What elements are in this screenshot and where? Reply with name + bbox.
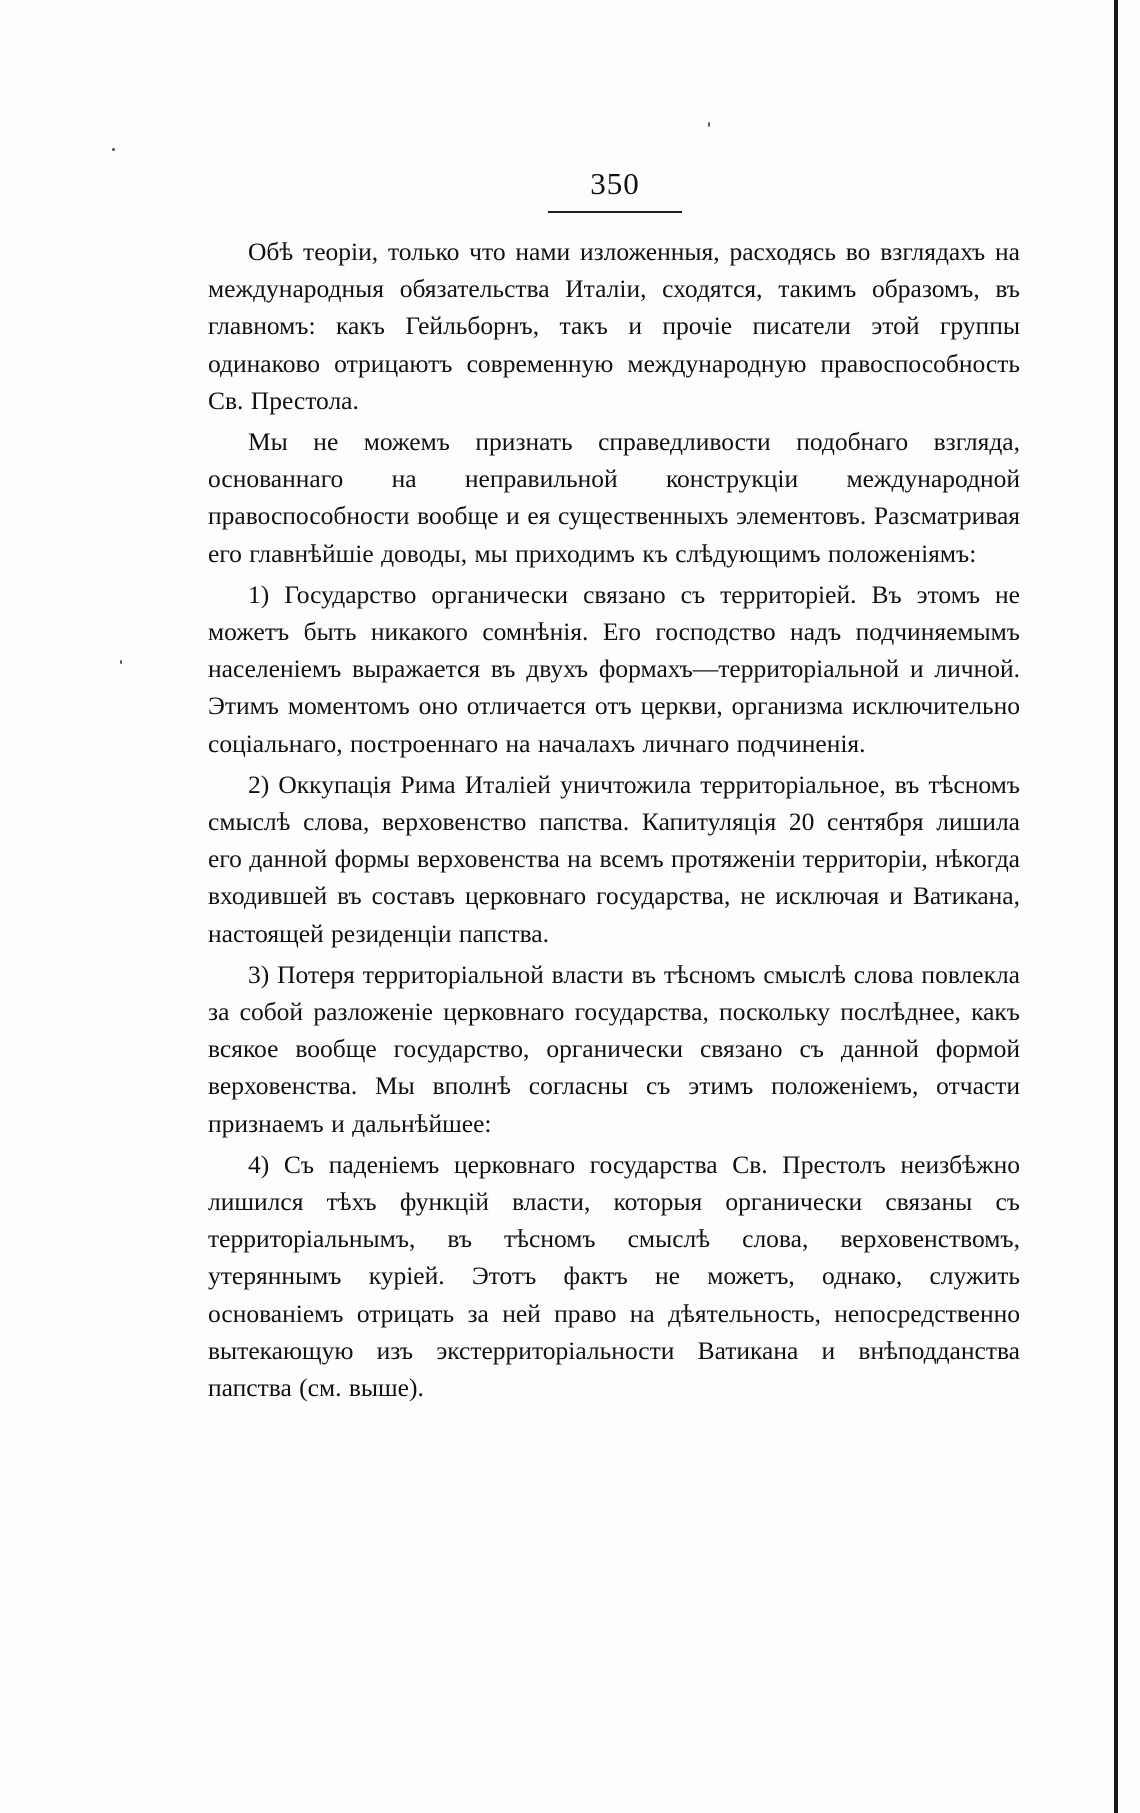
paragraph: 1) Государство органически связано съ территоріей. Въ этомъ не можетъ быть никакого сомнѣнія. Его господство надъ подчиняемымъ населеніемъ выражается въ двухъ формахъ—территоріальной и личной. Этимъ моментомъ оно отличается отъ церкви, организма исключительно соціальнаго, построеннаго на началахъ личнаго подчиненія. (208, 579, 1020, 758)
paragraph: 4) Съ паденіемъ церковнаго государства Св. Престолъ неизбѣжно лишился тѣхъ функцій власти, которыя органически связаны съ территоріальнымъ, въ тѣсномъ смыслѣ слова, верховенствомъ, утеряннымъ куріей. Этотъ фактъ не можетъ, однако, служить основаніемъ отрицать за ней право на дѣятельность, непосредственно вытекающую изъ экстерриторіальности Ватикана и внѣподданства папства (см. выше). (208, 1149, 1020, 1403)
header-rule (548, 211, 682, 213)
page-number: 350 (590, 166, 640, 201)
paragraph: 2) Оккупація Рима Италіей уничтожила территоріальное, въ тѣсномъ смыслѣ слова, верховенство папства. Капитуляція 20 сентября лишила его данной формы верховенства на всемъ протяженіи территоріи, нѣкогда входившей въ составъ церковнаго государства, не исключая и Ватикана, настоящей резиденціи папства. (208, 769, 1020, 948)
scan-speck (120, 660, 122, 664)
page-header (548, 165, 682, 213)
paragraph: Обѣ теоріи, только что нами изложенныя, расходясь во взглядахъ на международныя обязательства Италіи, сходятся, такимъ образомъ, въ главномъ: какъ Гейльборнъ, такъ и прочіе писатели этой группы одинаково отрицаютъ современную международную правоспособность Св. Престола. (208, 237, 1020, 415)
page-edge-shadow (1114, 0, 1118, 1813)
scan-speck (112, 148, 115, 151)
scan-speck (708, 122, 710, 127)
body-text (208, 233, 1020, 1406)
paragraph: 3) Потеря территоріальной власти въ тѣсномъ смыслѣ слова повлекла за собой разложеніе церковнаго государства, поскольку послѣднее, какъ всякое вообще государство, органически связано съ данной формой верховенства. Мы вполнѣ согласны съ этимъ положеніемъ, отчасти признаемъ и дальнѣйшее: (208, 959, 1020, 1138)
paragraph: Мы не можемъ признать справедливости подобнаго взгляда, основаннаго на неправильной конструкціи международной правоспособности вообще и ея существенныхъ элементовъ. Разсматривая его главнѣйшіе доводы, мы приходимъ къ слѣдующимъ положеніямъ: (208, 427, 1020, 568)
